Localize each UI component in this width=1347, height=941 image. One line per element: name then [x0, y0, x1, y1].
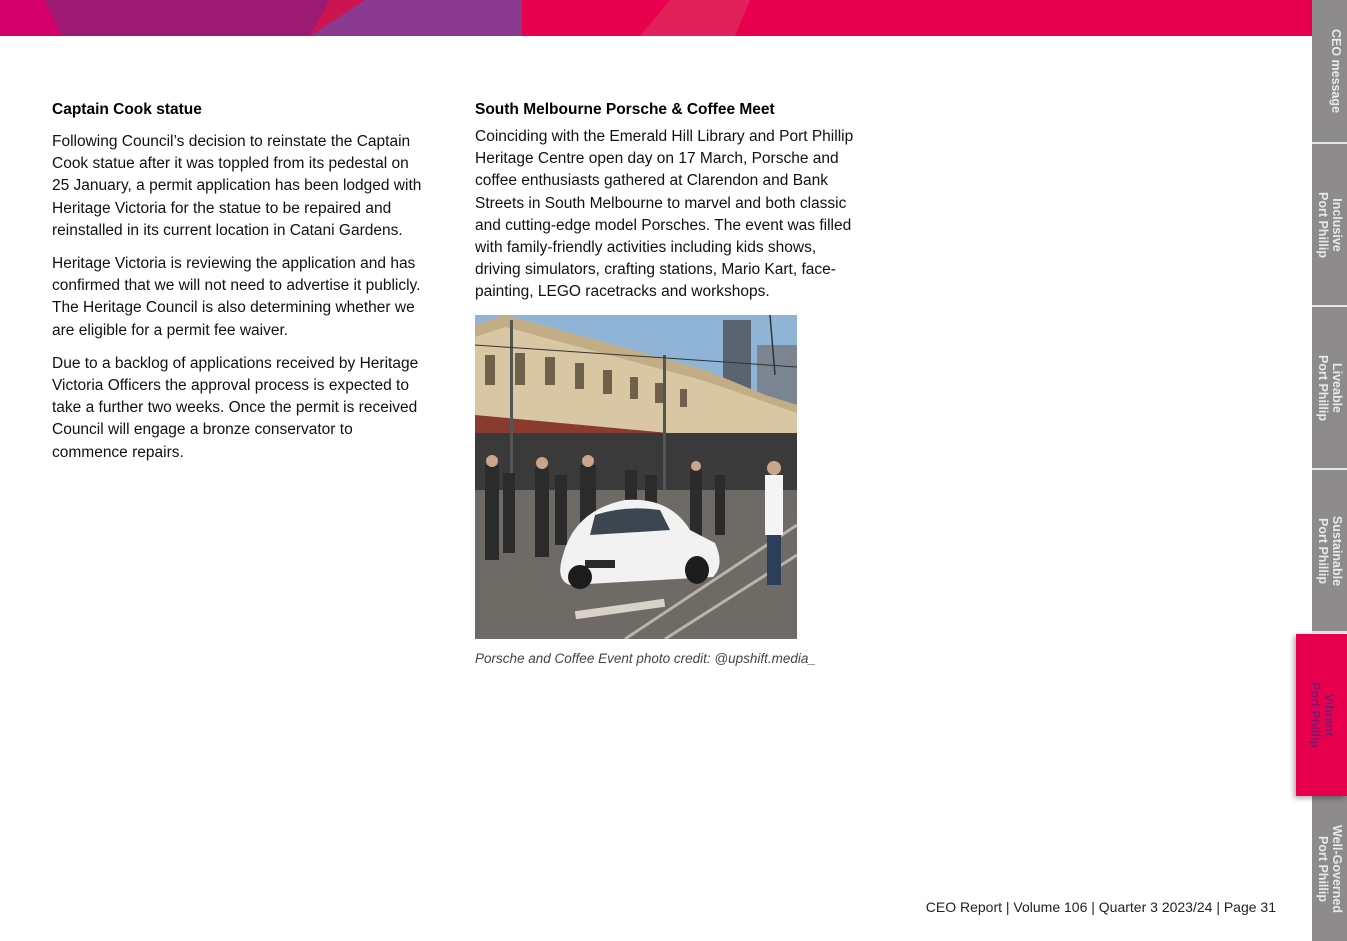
header-banner: [0, 0, 1312, 36]
tab-well-governed[interactable]: [1312, 796, 1347, 941]
tab-label-line1: Liveable: [1329, 362, 1344, 413]
tab-inclusive[interactable]: [1312, 144, 1347, 307]
article-paragraph: Heritage Victoria is reviewing the application and has confirmed that we will not need to advertise it publicly. The Heritage Council is also determining whether we are eligible for a permit fee waiver.: [52, 255, 421, 339]
article-porsche-coffee: [475, 100, 855, 668]
side-tabs: [1307, 0, 1347, 941]
tab-label-line1: Vibrant: [1321, 693, 1336, 737]
banner-graphic: [0, 0, 1312, 36]
page-footer: CEO Report | Volume 106 | Quarter 3 2023/24 | Page 31: [925, 899, 1276, 915]
tab-vibrant[interactable]: [1296, 634, 1347, 796]
tab-label-line1: Well-Governed: [1329, 824, 1344, 913]
tab-label-line1: Sustainable: [1329, 515, 1344, 586]
article-heading: Captain Cook statue: [52, 101, 202, 118]
event-photo: [475, 315, 797, 639]
tab-label-line2: Port Phillip: [1315, 354, 1330, 421]
tab-label-line1: CEO message: [1328, 28, 1343, 114]
tab-label-line2: Port Phillip: [1307, 682, 1322, 748]
article-paragraph: Following Council’s decision to reinstate the Captain Cook statue after it was toppled from its pedestal on 25 January, a permit application has been lodged with Heritage Victoria for the statue to be repaired and reinstalled in its current location in Catani Gardens.: [52, 133, 422, 239]
tab-label-line2: Port Phillip: [1315, 517, 1330, 584]
article-captain-cook: [52, 100, 424, 475]
tab-label-line2: Port Phillip: [1315, 835, 1330, 902]
tab-ceo-message[interactable]: [1312, 0, 1347, 144]
tab-label-line1: Inclusive: [1329, 197, 1344, 252]
tab-liveable[interactable]: [1312, 307, 1347, 470]
article-paragraph: Due to a backlog of applications received by Heritage Victoria Officers the approval process is expected to take a further two weeks. Once the permit is received Council will engage a bronze conservator to commence repairs.: [52, 354, 419, 461]
tab-label-line2: Port Phillip: [1315, 191, 1330, 258]
article-paragraph: Coinciding with the Emerald Hill Library and Port Phillip Heritage Centre open day on 17 March, Porsche and coffee enthusiasts gathered at Clarendon and Bank Streets in South Melbourne to marvel and both classic and cutting-edge model Porsches. The event was filled with family-friendly activities including kids shows, driving simulators, crafting stations, Mario Kart, face-painting, LEGO racetracks and workshops.: [475, 128, 854, 301]
tab-sustainable[interactable]: [1312, 470, 1347, 633]
photo-caption: Porsche and Coffee Event photo credit: @upshift.media_: [475, 650, 816, 666]
article-heading: South Melbourne Porsche & Coffee Meet: [475, 101, 775, 118]
